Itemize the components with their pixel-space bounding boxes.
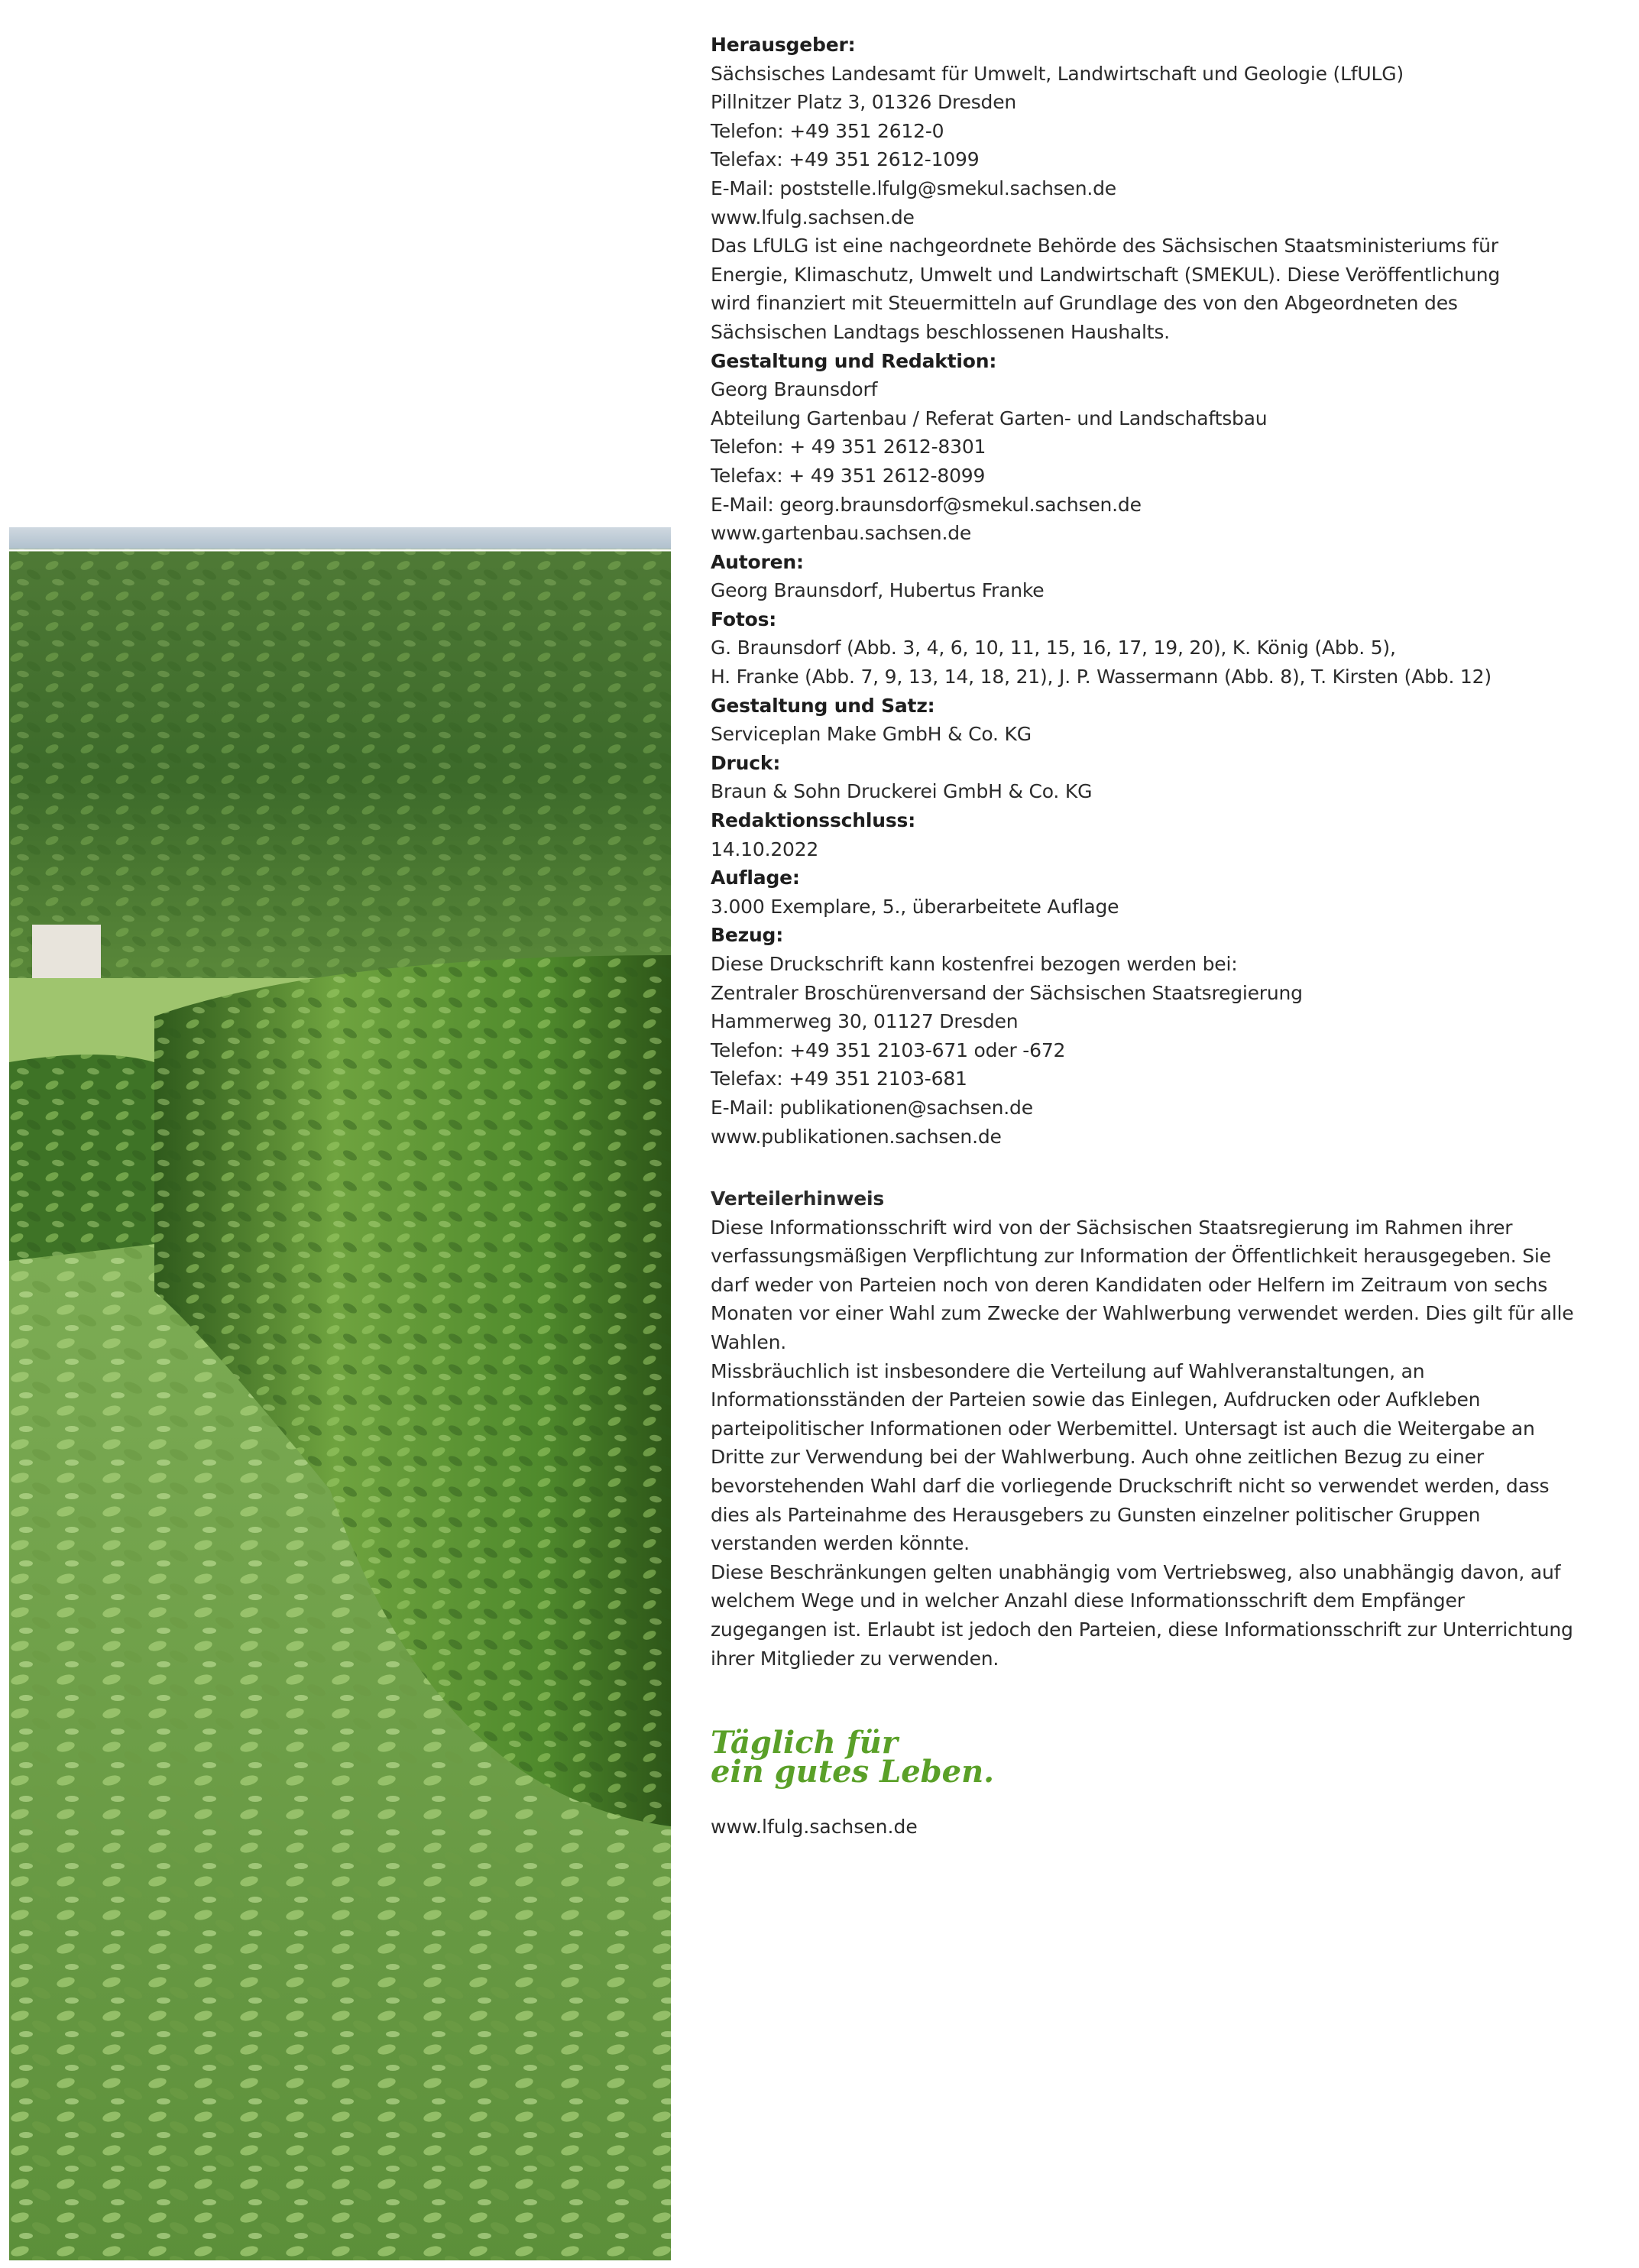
imprint-line: E-Mail: georg.braunsdorf@smekul.sachsen.de xyxy=(711,493,1142,516)
imprint-line: H. Franke (Abb. 7, 9, 13, 14, 18, 21), J. P. Wassermann (Abb. 8), T. Kirsten (Abb. 12) xyxy=(711,666,1492,688)
imprint-line: Zentraler Broschürenversand der Sächsischen Staatsregierung xyxy=(711,981,1303,1004)
imprint-heading: Auflage: xyxy=(711,867,800,889)
slogan-logo xyxy=(711,1725,995,1790)
imprint-line: www.publikationen.sachsen.de xyxy=(711,1125,1002,1148)
imprint-line: 3.000 Exemplare, 5., überarbeitete Auflage xyxy=(711,895,1119,918)
imprint-line: Telefax: +49 351 2612-1099 xyxy=(711,148,980,171)
imprint-line: 14.10.2022 xyxy=(711,838,819,860)
imprint-line: www.lfulg.sachsen.de xyxy=(711,206,915,228)
imprint-line: Telefax: +49 351 2103-681 xyxy=(711,1068,967,1090)
notice-heading: Verteilerhinweis xyxy=(711,1187,885,1210)
slogan-line-2: ein gutes Leben. xyxy=(711,1754,995,1790)
imprint-line: Sächsischen Landtags beschlossenen Haushalts. xyxy=(711,320,1170,343)
hedge-photo xyxy=(9,527,671,2260)
imprint-heading: Fotos: xyxy=(711,608,777,630)
notice-paragraph: Diese Beschränkungen gelten unabhängig vom Vertriebsweg, also unabhängig davon, auf welchem Wege und in welcher Anzahl diese Informationsschrift dem Empfänger zugegangen ist. Erlaubt ist jedoch den Parteien, diese Informationsschrift zur Unterrichtung ihrer Mitglieder zu verwenden. xyxy=(711,1560,1573,1670)
imprint-heading: Gestaltung und Satz: xyxy=(711,694,935,717)
imprint-line: wird finanziert mit Steuermitteln auf Grundlage des von den Abgeordneten des xyxy=(711,292,1458,315)
distribution-notice xyxy=(711,1184,1582,1673)
imprint-line: Das LfULG ist eine nachgeordnete Behörde des Sächsischen Staatsministeriums für xyxy=(711,235,1498,258)
imprint-line: Diese Druckschrift kann kostenfrei bezogen werden bei: xyxy=(711,953,1238,975)
imprint-line: Serviceplan Make GmbH & Co. KG xyxy=(711,723,1032,746)
imprint-line: E-Mail: publikationen@sachsen.de xyxy=(711,1096,1033,1119)
imprint-line: Energie, Klimaschutz, Umwelt und Landwirtschaft (SMEKUL). Diese Veröffentlichung xyxy=(711,263,1501,286)
imprint-heading: Redaktionsschluss: xyxy=(711,809,915,832)
notice-paragraph: Missbräuchlich ist insbesondere die Verteilung auf Wahlveranstaltungen, an Informationsständen der Parteien sowie das Einlegen, Aufdrucken oder Aufkleben parteipolitischer Informationen oder Werbemittel. Untersagt ist auch die Weitergabe an Dritte zur Verwendung bei der Wahlwerbung. Auch ohne zeitlichen Bezug zu einer bevorstehenden Wahl darf die vorliegende Druckschrift nicht so verwendet werden, dass dies als Parteinahme des Herausgebers zu Gunsten einzelner politischer Gruppen verstanden werden könnte. xyxy=(711,1359,1550,1555)
imprint-line: Georg Braunsdorf, Hubertus Franke xyxy=(711,579,1045,602)
imprint-line: www.gartenbau.sachsen.de xyxy=(711,522,972,545)
notice-paragraph: Diese Informationsschrift wird von der Sächsischen Staatsregierung im Rahmen ihrer verfassungsmäßigen Verpflichtung zur Information der Öffentlichkeit herausgegeben. Sie darf weder von Parteien noch von deren Kandidaten oder Helfern im Zeitraum von sechs Monaten vor einer Wahl zum Zwecke der Wahlwerbung verwendet werden. Dies gilt für alle Wahlen. xyxy=(711,1216,1574,1353)
imprint-line: Braun & Sohn Druckerei GmbH & Co. KG xyxy=(711,780,1093,803)
imprint-line: E-Mail: poststelle.lfulg@smekul.sachsen.de xyxy=(711,177,1116,199)
imprint-line: G. Braunsdorf (Abb. 3, 4, 6, 10, 11, 15, 16, 17, 19, 20), K. König (Abb. 5), xyxy=(711,637,1396,659)
imprint-heading: Druck: xyxy=(711,751,781,774)
imprint-line: Hammerweg 30, 01127 Dresden xyxy=(711,1010,1019,1033)
imprint-heading: Herausgeber: xyxy=(711,34,856,56)
imprint-line: Sächsisches Landesamt für Umwelt, Landwirtschaft und Geologie (LfULG) xyxy=(711,62,1404,85)
imprint-line: Georg Braunsdorf xyxy=(711,378,878,401)
slogan-line-1: Täglich für xyxy=(711,1725,898,1761)
imprint-line: Telefax: + 49 351 2612-8099 xyxy=(711,464,986,487)
imprint-line: Telefon: +49 351 2103-671 oder -672 xyxy=(711,1038,1066,1061)
imprint-line: Telefon: +49 351 2612-0 xyxy=(711,119,944,142)
imprint-heading: Bezug: xyxy=(711,924,784,947)
imprint-line: Abteilung Gartenbau / Referat Garten- und Landschaftsbau xyxy=(711,407,1268,429)
imprint-heading: Gestaltung und Redaktion: xyxy=(711,349,997,372)
imprint-line: Telefon: + 49 351 2612-8301 xyxy=(711,436,986,458)
imprint-line: Pillnitzer Platz 3, 01326 Dresden xyxy=(711,91,1017,114)
imprint-block xyxy=(711,31,1582,1151)
website-link[interactable]: www.lfulg.sachsen.de xyxy=(711,1816,918,1838)
imprint-heading: Autoren: xyxy=(711,550,804,573)
